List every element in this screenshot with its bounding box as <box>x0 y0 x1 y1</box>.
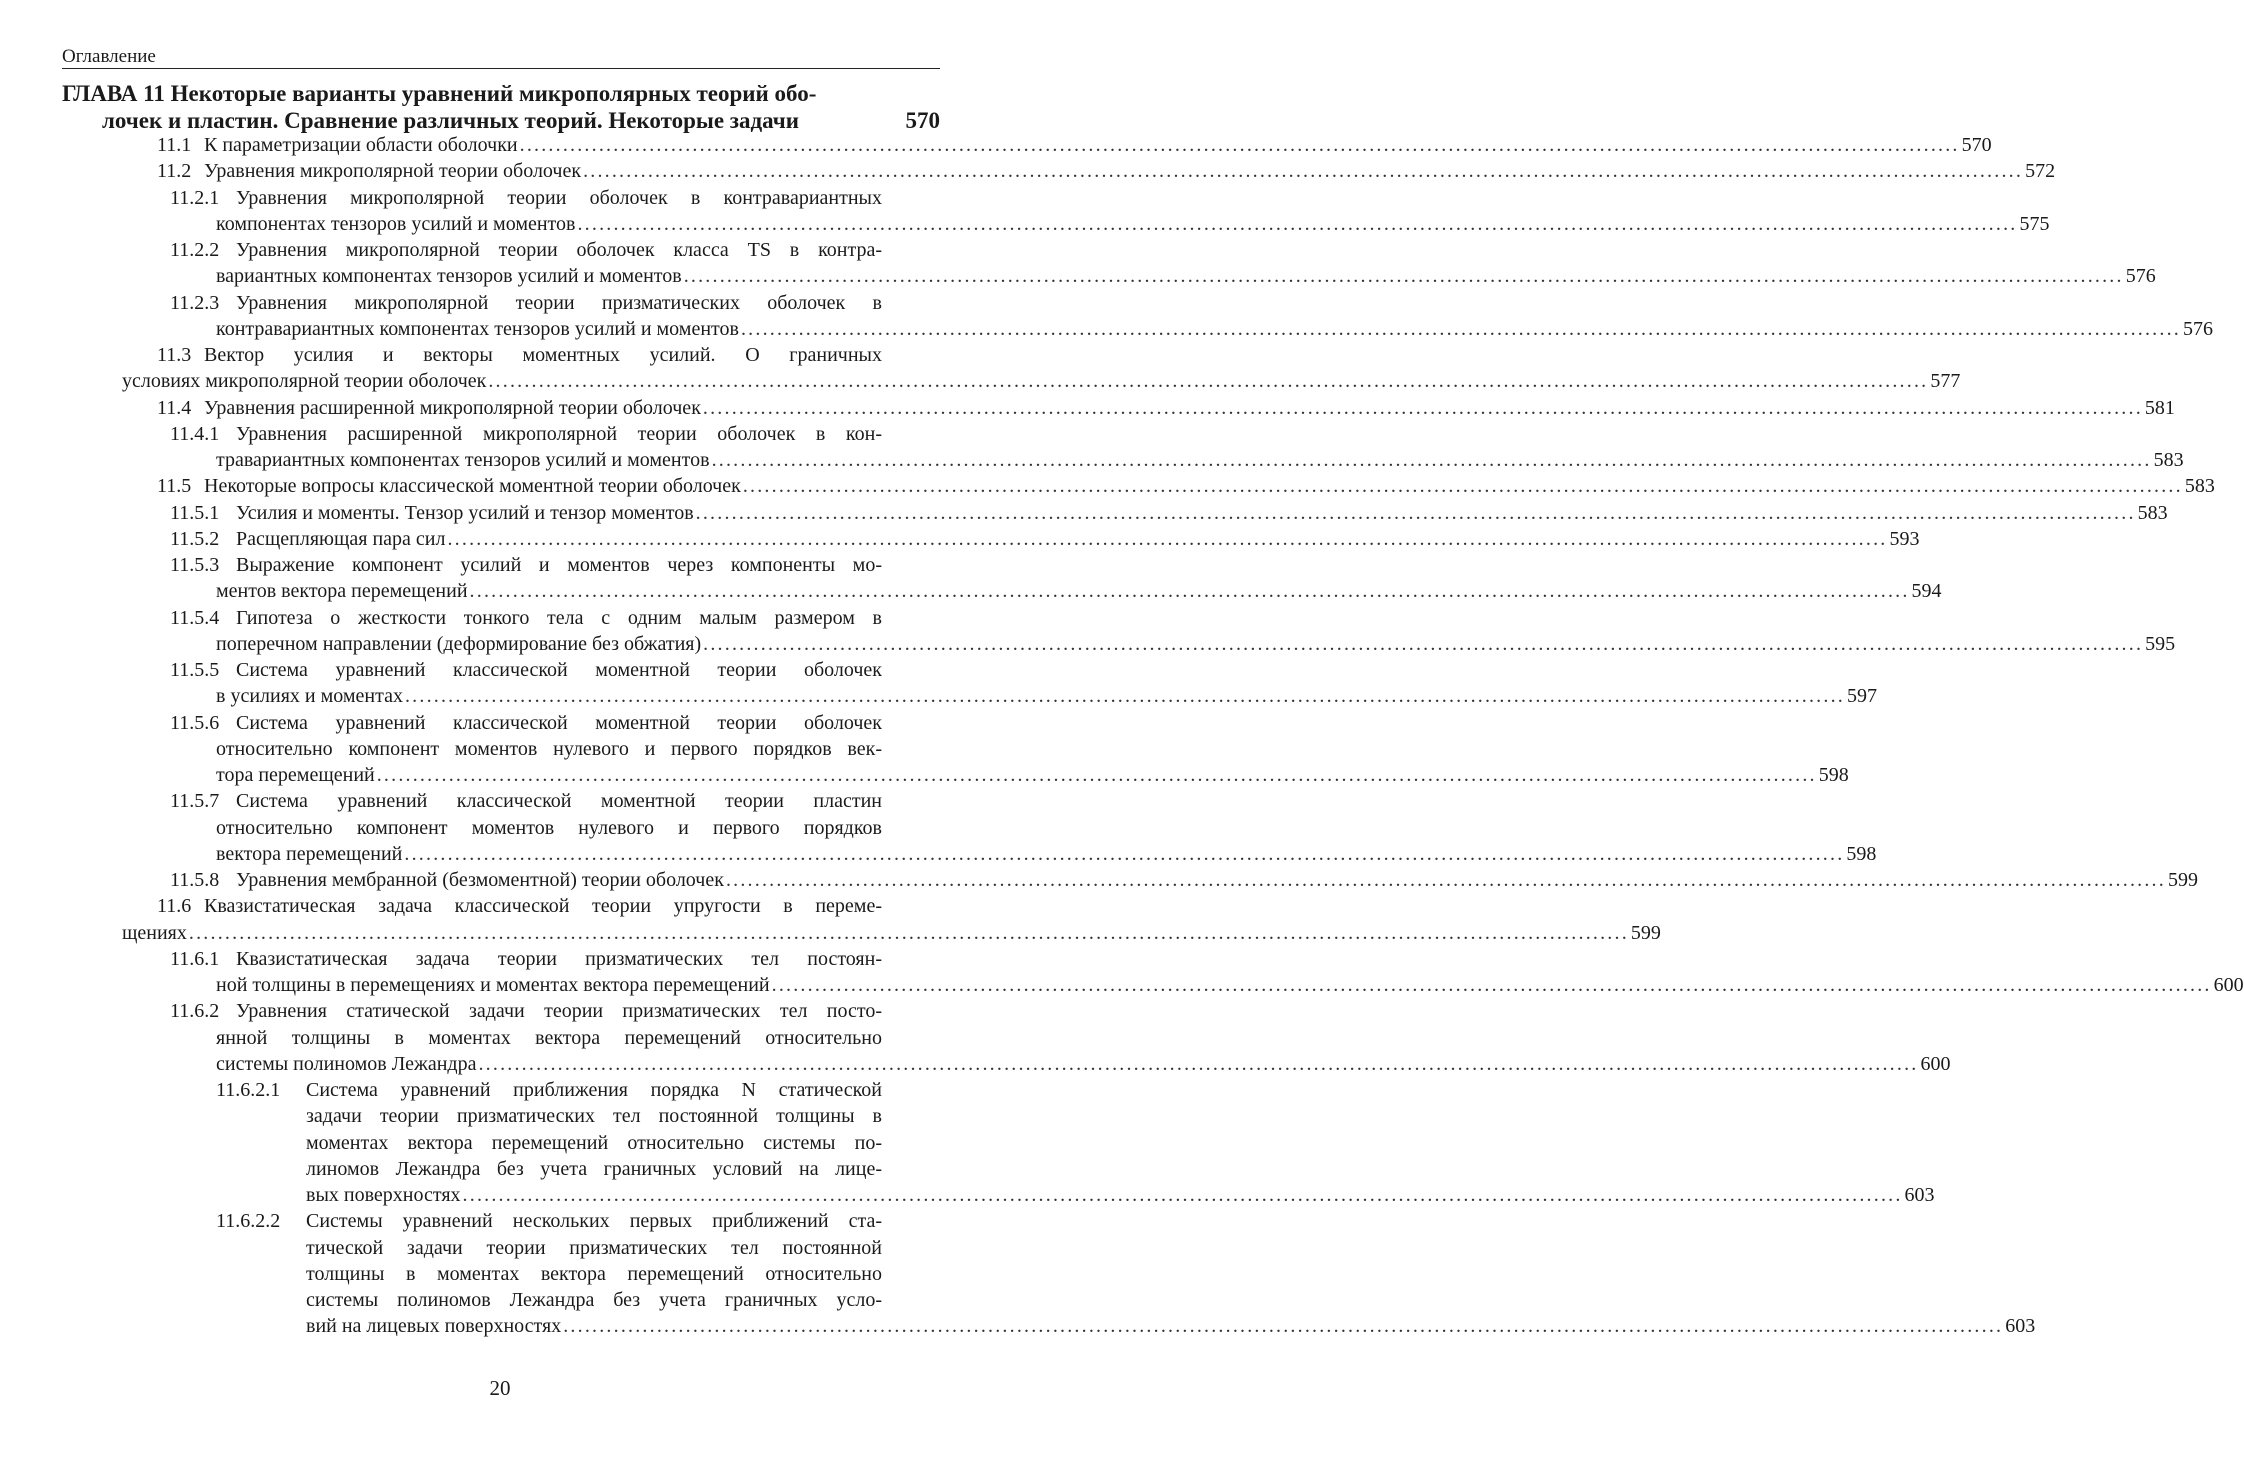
running-head: Оглавление <box>62 46 156 67</box>
toc-entry-number: 11.6.2.1 <box>216 1079 281 1101</box>
toc-entry-number: 11.2.3 <box>170 291 220 314</box>
toc-entry-page-number: 600 <box>1920 1052 1951 1075</box>
toc-entry-number: 11.2.1 <box>170 186 220 209</box>
chapter-title-line-1: ГЛАВА 11 Некоторые варианты уравнений микрополярных теорий обо- <box>62 81 817 106</box>
toc-entry-page-number: 598 <box>1818 764 1849 786</box>
toc-entry-page-number: 598 <box>1846 842 1877 865</box>
chapter-page-number: 570 <box>905 108 940 133</box>
toc-entry-text-line: вых поверхностях <box>306 1184 461 1206</box>
toc-entry-number: 11.1 <box>157 134 192 156</box>
toc-entry-number: 11.6.2.2 <box>216 1210 281 1233</box>
dot-leader: ........................................................................................................................................................................................................ <box>447 527 1888 550</box>
toc-entry-page-number: 581 <box>2144 396 2175 419</box>
toc-entry-number: 11.6.2 <box>170 1000 220 1023</box>
toc-entry-number: 11.6 <box>157 895 192 918</box>
toc-entry-text-line: Уравнения микрополярной теории оболочек класса TS в контра- <box>236 239 882 261</box>
toc-entry-text-line: Уравнения микрополярной теории призматических оболочек в <box>236 291 882 314</box>
toc-entry-text-line: моментах вектора перемещений относительно системы по- <box>306 1131 882 1154</box>
toc-entry-text-line: относительно компонент моментов нулевого и первого порядков <box>216 816 882 839</box>
toc-entry-page-number: 583 <box>2153 449 2184 471</box>
toc-entry-page-number: 576 <box>2182 317 2213 340</box>
toc-entry-page-number: 570 <box>1961 134 1992 156</box>
dot-leader: ........................................................................................................................................................................................................ <box>703 632 2144 655</box>
toc-entry-line <box>306 1313 2036 1339</box>
toc-entry-text-line: Выражение компонент усилий и моментов через компоненты мо- <box>236 554 882 576</box>
toc-entry-text-line: Усилия и моменты. Тензор усилий и тензор моментов <box>236 501 694 524</box>
toc-entry-text-line: ной толщины в перемещениях и моментах вектора перемещений <box>216 974 770 996</box>
toc-entry-text-line: в усилиях и моментах <box>216 685 403 708</box>
toc-entry-line <box>122 368 1961 394</box>
toc-entry-text-line: Уравнения расширенной микрополярной теории оболочек в кон- <box>236 422 882 445</box>
toc-entry-line <box>306 1182 1935 1208</box>
toc-entry-line <box>204 132 1992 158</box>
toc-entry-text-line: К параметризации области оболочки <box>204 134 518 156</box>
dot-leader: ........................................................................................................................................................................................................ <box>771 974 2212 996</box>
toc-entry-line <box>216 683 1877 709</box>
toc-entry-text-line: Уравнения расширенной микрополярной теории оболочек <box>204 396 701 419</box>
dot-leader: ........................................................................................................................................................................................................ <box>478 1052 1919 1075</box>
toc-entry-text-line: Система уравнений приближения порядка N статической <box>306 1079 882 1101</box>
toc-entry-text-line: Уравнения микрополярной теории оболочек в контравариантных <box>236 186 882 209</box>
toc-entry-line <box>204 395 2175 421</box>
toc-entry-line <box>216 1051 1951 1077</box>
toc-entry-number: 11.2 <box>157 160 192 183</box>
toc-entry-number: 11.4.1 <box>170 422 220 445</box>
toc-entry-line <box>216 762 1849 788</box>
toc-entry-text-line: вариантных компонентах тензоров усилий и моментов <box>216 265 682 288</box>
dot-leader: ........................................................................................................................................................................................................ <box>742 475 2183 498</box>
toc-entry-page-number: 583 <box>2137 501 2168 524</box>
dot-leader: ........................................................................................................................................................................................................ <box>188 921 1629 944</box>
header-rule <box>62 68 940 69</box>
dot-leader: ........................................................................................................................................................................................................ <box>683 265 2124 288</box>
toc-entry-line <box>204 473 2215 499</box>
dot-leader: ........................................................................................................................................................................................................ <box>404 842 1845 865</box>
toc-entry-line <box>236 526 1920 552</box>
dot-leader: ........................................................................................................................................................................................................ <box>702 396 2143 419</box>
toc-entry-text-line: тора перемещений <box>216 764 375 786</box>
toc-entry-line <box>216 841 1877 867</box>
toc-entry-text-line: задачи теории призматических тел постоянной толщины в <box>306 1105 882 1128</box>
dot-leader: ........................................................................................................................................................................................................ <box>404 685 1845 708</box>
toc-entry-text-line: системы полиномов Лежандра <box>216 1052 477 1075</box>
toc-entry-number: 11.5.3 <box>170 554 220 576</box>
toc-entry-text-line: относительно компонент моментов нулевого и первого порядков век- <box>216 737 882 760</box>
dot-leader: ........................................................................................................................................................................................................ <box>469 580 1910 603</box>
dot-leader: ........................................................................................................................................................................................................ <box>563 1315 2004 1338</box>
toc-entry-line <box>216 316 2213 342</box>
toc-entry-page-number: 600 <box>2213 974 2244 996</box>
toc-entry-text-line: линомов Лежандра без учета граничных условий на лице- <box>306 1157 882 1180</box>
toc-entry-line <box>236 500 2168 526</box>
toc-entry-number: 11.5.5 <box>170 659 220 681</box>
toc-entry-page-number: 577 <box>1930 370 1961 393</box>
toc-entry-text-line: контравариантных компонентах тензоров усилий и моментов <box>216 317 739 340</box>
dot-leader: ........................................................................................................................................................................................................ <box>725 869 2166 891</box>
dot-leader: ........................................................................................................................................................................................................ <box>695 501 2136 524</box>
toc-entry-text-line: тической задачи теории призматических тел постоянной <box>306 1236 882 1259</box>
dot-leader: ........................................................................................................................................................................................................ <box>376 764 1817 786</box>
toc-entry-number: 11.4 <box>157 396 192 419</box>
toc-entry-line <box>216 447 2184 473</box>
toc-entry-text-line: щениях <box>122 921 187 944</box>
dot-leader: ........................................................................................................................................................................................................ <box>519 134 1960 156</box>
toc-entry-number: 11.5.7 <box>170 790 220 813</box>
toc-entry-text-line: системы полиномов Лежандра без учета граничных усло- <box>306 1289 882 1311</box>
dot-leader: ........................................................................................................................................................................................................ <box>462 1184 1903 1206</box>
toc-entry-page-number: 597 <box>1846 685 1877 708</box>
toc-entry-number: 11.6.1 <box>170 947 220 970</box>
chapter-heading-line-1 <box>62 80 940 107</box>
toc-entry-text-line: Некоторые вопросы классической моментной теории оболочек <box>204 475 741 498</box>
toc-entry-text-line: травариантных компонентах тензоров усилий и моментов <box>216 449 710 471</box>
chapter-heading <box>62 80 940 134</box>
toc-entry-text-line: янной толщины в моментах вектора перемещений относительно <box>216 1026 882 1049</box>
toc-entry-line <box>216 972 2244 998</box>
toc-entry-text-line: толщины в моментах вектора перемещений относительно <box>306 1262 882 1285</box>
toc-entry-number: 11.5.8 <box>170 869 220 891</box>
page-number: 20 <box>489 1376 511 1400</box>
toc-entry-text-line: Уравнения статической задачи теории призматических тел посто- <box>236 1000 882 1023</box>
toc-entry-text-line: Квазистатическая задача классической теории упругости в переме- <box>204 895 882 918</box>
toc-entry-page-number: 595 <box>2145 632 2176 655</box>
toc-entry-text-line: Квазистатическая задача теории призматических тел постоян- <box>236 947 882 970</box>
toc-entry-text-line: Вектор усилия и векторы моментных усилий. О граничных <box>204 344 882 366</box>
toc-entry-page-number: 575 <box>2019 212 2050 235</box>
toc-entry-number: 11.5 <box>157 475 192 498</box>
chapter-heading-line-2 <box>62 107 940 134</box>
toc-entry-page-number: 593 <box>1889 527 1920 550</box>
toc-entry-text-line: ментов вектора перемещений <box>216 580 468 603</box>
dot-leader: ........................................................................................................................................................................................................ <box>711 449 2152 471</box>
toc-entry-line <box>216 631 2176 657</box>
toc-entry-line <box>216 578 1942 604</box>
toc-entry-text-line: Расщепляющая пара сил <box>236 527 446 550</box>
toc-entry-number: 11.5.2 <box>170 527 220 550</box>
toc-entry-page-number: 594 <box>1911 580 1942 603</box>
dot-leader: ........................................................................................................................................................................................................ <box>577 212 2018 235</box>
toc-entry-text-line: Гипотеза о жесткости тонкого тела с одним малым размером в <box>236 606 882 629</box>
toc-entry-text-line: условиях микрополярной теории оболочек <box>122 370 487 393</box>
toc-entry-text-line: компонентах тензоров усилий и моментов <box>216 212 576 235</box>
toc-entry-text-line: Уравнения мембранной (безмоментной) теории оболочек <box>236 869 724 891</box>
toc-entry-number: 11.5.6 <box>170 711 220 734</box>
toc-entry-number: 11.5.4 <box>170 606 220 629</box>
toc-entry-page-number: 599 <box>2167 869 2198 891</box>
toc-entry-page-number: 583 <box>2184 475 2215 498</box>
toc-entry-text-line: Уравнения микрополярной теории оболочек <box>204 160 582 183</box>
toc-entry-text-line: вий на лицевых поверхностях <box>306 1315 562 1338</box>
toc-entry-number: 11.2.2 <box>170 239 220 261</box>
dot-leader: ........................................................................................................................................................................................................ <box>488 370 1929 393</box>
toc-entry-line <box>122 920 1661 946</box>
toc-entry-page-number: 603 <box>1904 1184 1935 1206</box>
toc-entry-page-number: 572 <box>2025 160 2056 183</box>
toc-entry-number: 11.5.1 <box>170 501 220 524</box>
toc-entry-page-number: 576 <box>2125 265 2156 288</box>
toc-entry-text-line: Система уравнений классической моментной теории оболочек <box>236 659 882 681</box>
toc-entry-line <box>204 158 2056 184</box>
toc-entry-page-number: 603 <box>2005 1315 2036 1338</box>
toc-entry-text-line: Система уравнений классической моментной теории оболочек <box>236 711 882 734</box>
toc-entry-text-line: поперечном направлении (деформирование без обжатия) <box>216 632 702 655</box>
toc-entry-line <box>236 867 2198 893</box>
toc-entry-text-line: Системы уравнений нескольких первых приближений ста- <box>306 1210 882 1233</box>
toc-entry-text-line: вектора перемещений <box>216 842 403 865</box>
dot-leader: ........................................................................................................................................................................................................ <box>740 317 2181 340</box>
dot-leader: ........................................................................................................................................................................................................ <box>583 160 2024 183</box>
toc-entry-line <box>216 211 2050 237</box>
toc-entry-text-line: Система уравнений классической моментной теории пластин <box>236 790 882 813</box>
toc-entry-page-number: 599 <box>1630 921 1661 944</box>
toc-entry-number: 11.3 <box>157 344 192 366</box>
toc-entry-line <box>216 263 2156 289</box>
chapter-title-line-2: лочек и пластин. Сравнение различных теорий. Некоторые задачи <box>102 108 799 133</box>
